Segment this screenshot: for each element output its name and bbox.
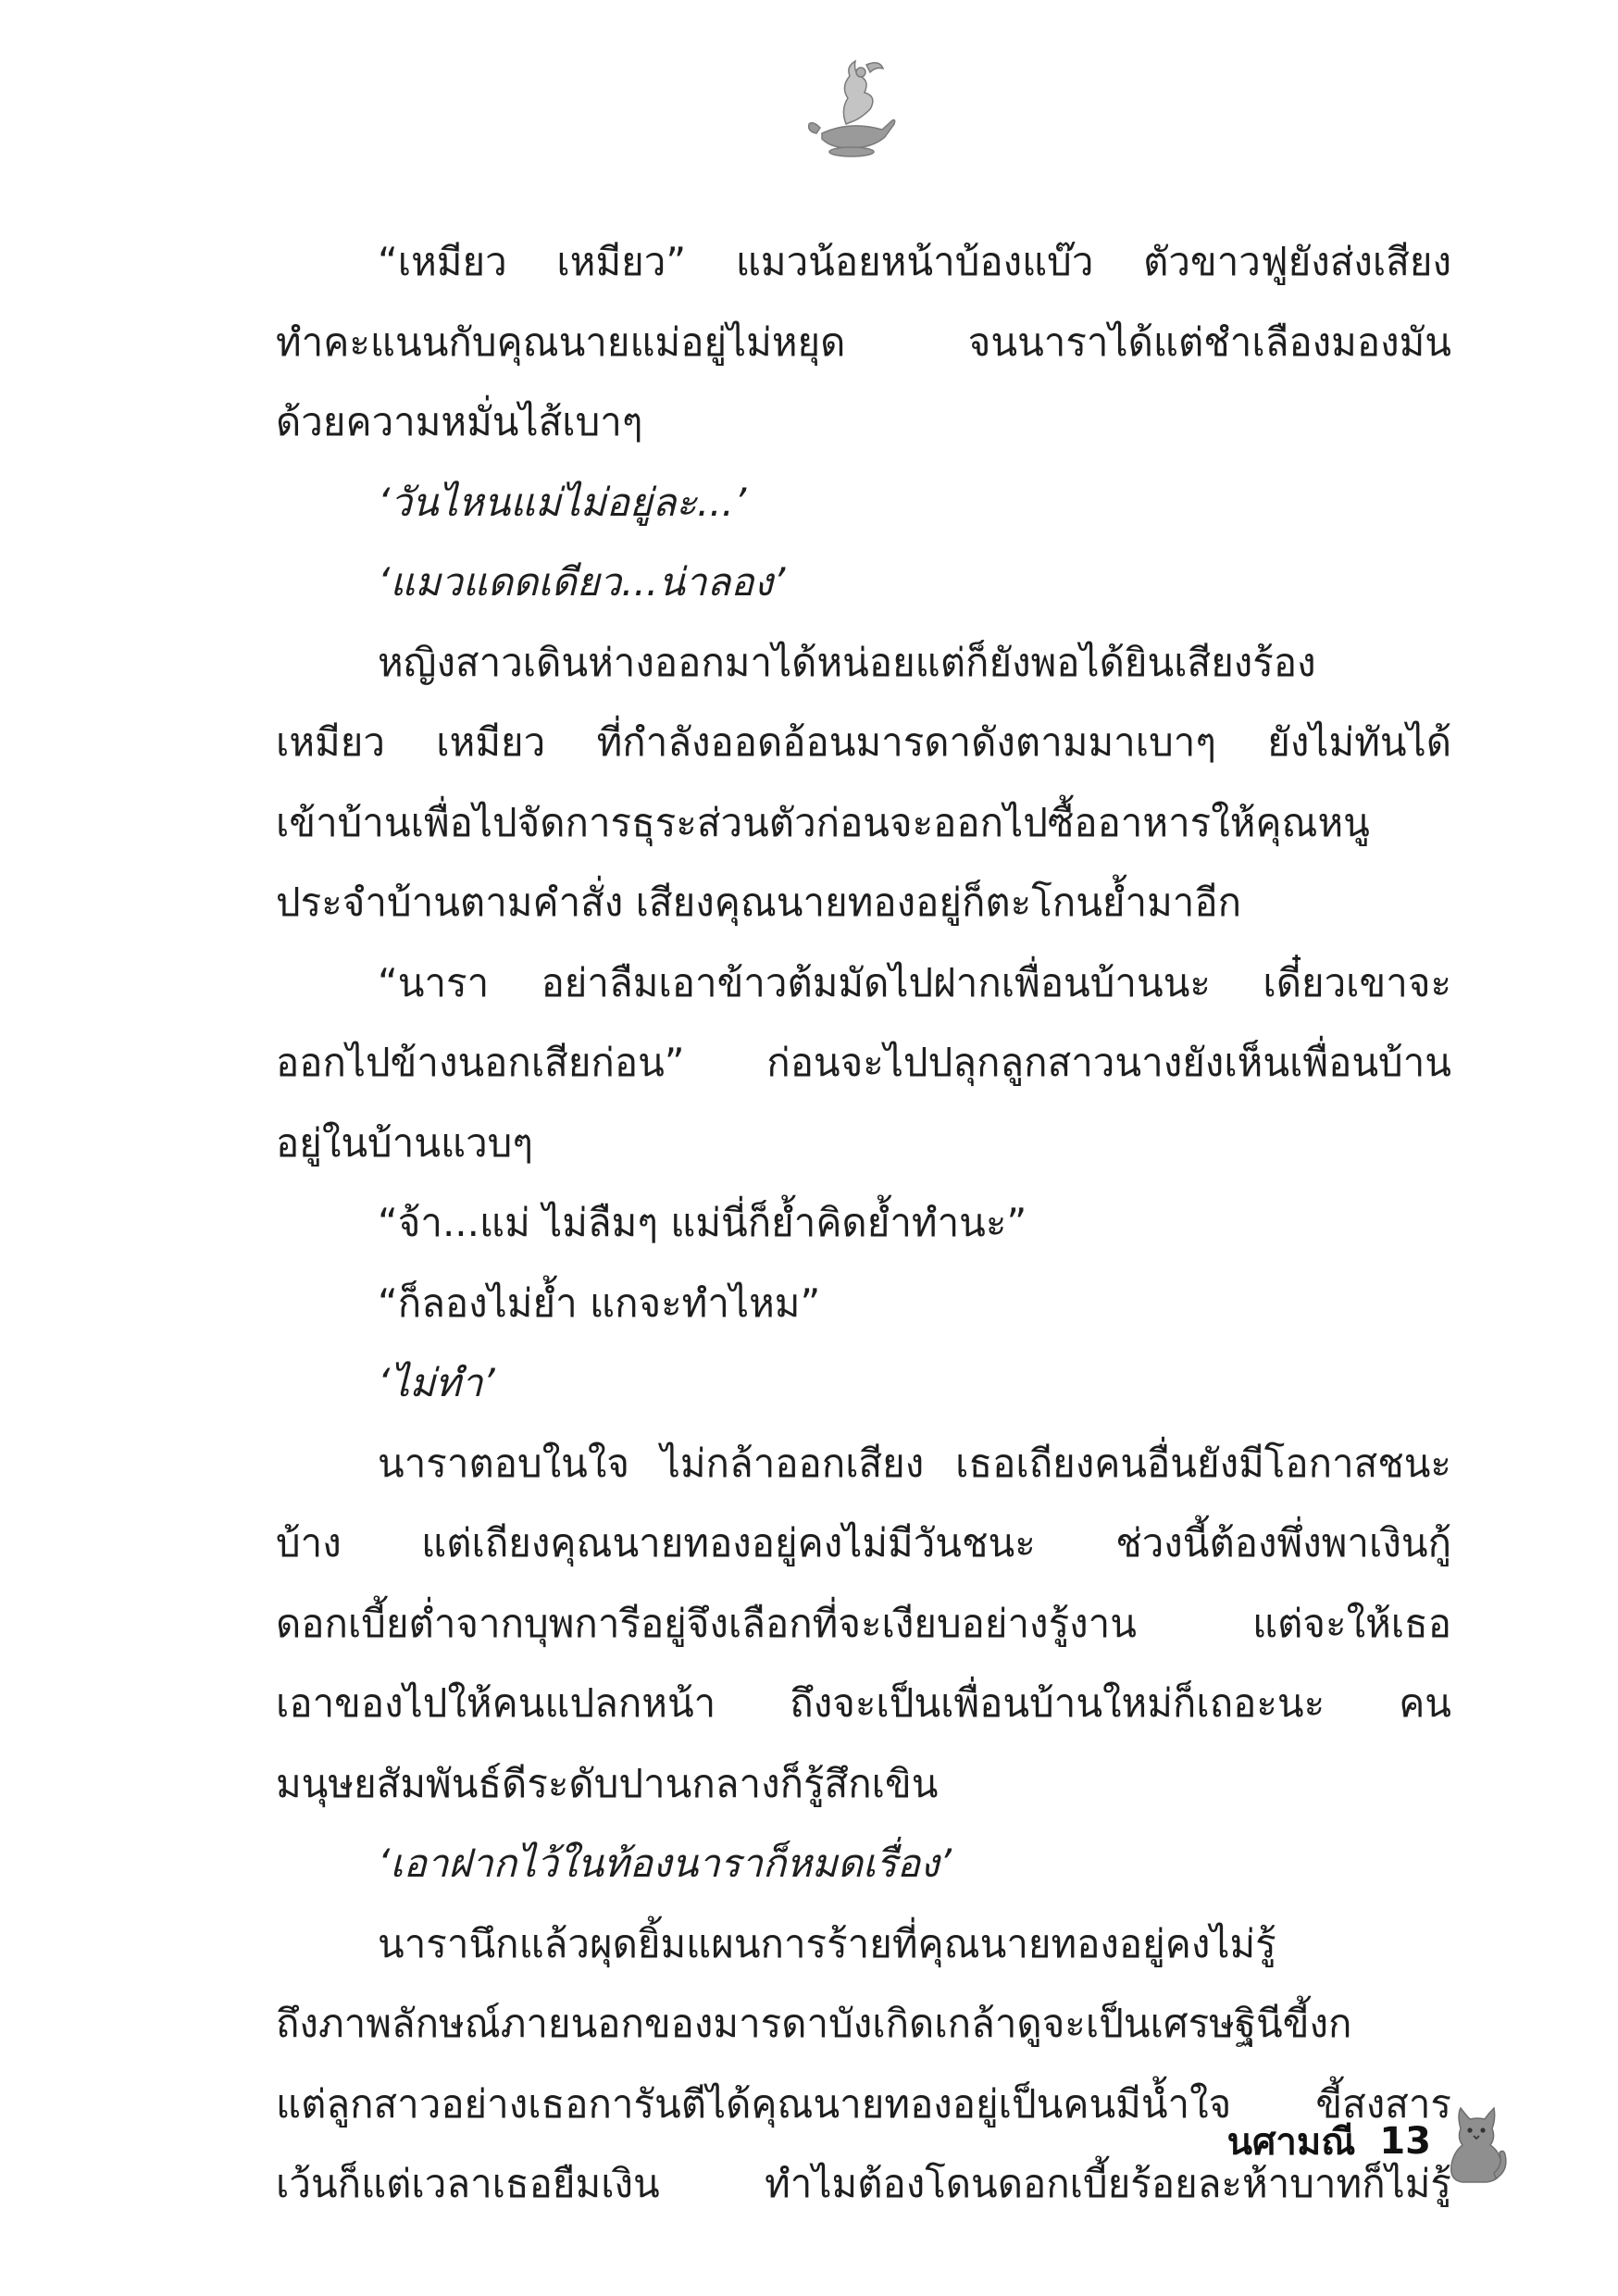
text-line: ‘แมวแดดเดียว...น่าลอง’ <box>378 559 786 605</box>
text-line: เหมียว เหมียว ที่กำลังออดอ้อนมารดาดังตามมาเบาๆ ยังไม่ทันได้ <box>276 719 1451 765</box>
text-line: หญิงสาวเดินห่างออกมาได้หน่อยแต่ก็ยังพอได้ยินเสียงร้อง <box>378 639 1316 685</box>
text-line: “จ้า...แม่ ไม่ลืมๆ แม่นี่ก็ย้ำคิดย้ำทำนะ” <box>378 1200 1027 1245</box>
page-number: 13 <box>1379 2120 1431 2163</box>
text-line: ดอกเบี้ยต่ำจากบุพการีอยู่จึงเลือกที่จะเงียบอย่างรู้งาน แต่จะให้เธอ <box>276 1600 1451 1646</box>
text-line: ถึงภาพลักษณ์ภายนอกของมารดาบังเกิดเกล้าดูจะเป็นเศรษฐินีขี้งก <box>276 2001 1352 2046</box>
cat-icon <box>1440 2097 1509 2186</box>
text-line: ออกไปข้างนอกเสียก่อน” ก่อนจะไปปลุกลูกสาวนางยังเห็นเพื่อนบ้าน <box>276 1040 1451 1085</box>
text-line: มนุษยสัมพันธ์ดีระดับปานกลางก็รู้สึกเขิน <box>276 1760 939 1806</box>
text-line: “ก็ลองไม่ย้ำ แกจะทำไหม” <box>378 1279 821 1326</box>
text-line: แต่ลูกสาวอย่างเธอการันตีได้คุณนายทองอยู่เป็นคนมีน้ำใจ ขี้สงสาร <box>276 2080 1451 2127</box>
text-line: เอาของไปให้คนแปลกหน้า ถึงจะเป็นเพื่อนบ้านใหม่ก็เถอะนะ คน <box>276 1680 1451 1726</box>
text-line: ประจำบ้านตามคำสั่ง เสียงคุณนายทองอยู่ก็ตะโกนย้ำมาอีก <box>276 880 1242 925</box>
text-line: “เหมียว เหมียว” แมวน้อยหน้าบ้องแบ๊ว ตัวขาวฟูยังส่งเสียง <box>378 239 1451 284</box>
text-line: อยู่ในบ้านแวบๆ <box>276 1119 533 1166</box>
text-line: เว้นก็แต่เวลาเธอยืมเงิน ทำไมต้องโดนดอกเบี้ยร้อยละห้าบาทก็ไม่รู้ <box>276 2161 1451 2206</box>
page-body-text <box>276 222 1451 2225</box>
book-title: นศามณี <box>1226 2121 1356 2164</box>
text-line: นาราตอบในใจ ไม่กล้าออกเสียง เธอเถียงคนอื่นยังมีโอกาสชนะ <box>378 1440 1451 1486</box>
text-line: ‘วันไหนแม่ไม่อยู่ละ...’ <box>378 479 747 525</box>
text-line: นารานึกแล้วผุดยิ้มแผนการร้ายที่คุณนายทองอยู่คงไม่รู้ <box>378 1920 1276 1966</box>
text-line: “นารา อย่าลืมเอาข้าวต้มมัดไปฝากเพื่อนบ้านนะ เดี๋ยวเขาจะ <box>378 959 1451 1005</box>
genie-lamp-icon <box>794 56 905 167</box>
page-footer <box>1227 2097 1509 2186</box>
text-line: ด้วยความหมั่นไส้เบาๆ <box>276 399 643 444</box>
text-line: เข้าบ้านเพื่อไปจัดการธุระส่วนตัวก่อนจะออกไปซื้ออาหารให้คุณหนู <box>276 799 1370 845</box>
text-line: ‘ไม่ทำ’ <box>378 1360 495 1405</box>
text-line: ‘เอาฝากไว้ในท้องนาราก็หมดเรื่อง’ <box>378 1841 952 1886</box>
text-line: บ้าง แต่เถียงคุณนายทองอยู่คงไม่มีวันชนะ ช่วงนี้ต้องพึ่งพาเงินกู้ <box>276 1520 1451 1566</box>
text-line: ทำคะแนนกับคุณนายแม่อยู่ไม่หยุด จนนาราได้แต่ชำเลืองมองมัน <box>276 318 1451 365</box>
